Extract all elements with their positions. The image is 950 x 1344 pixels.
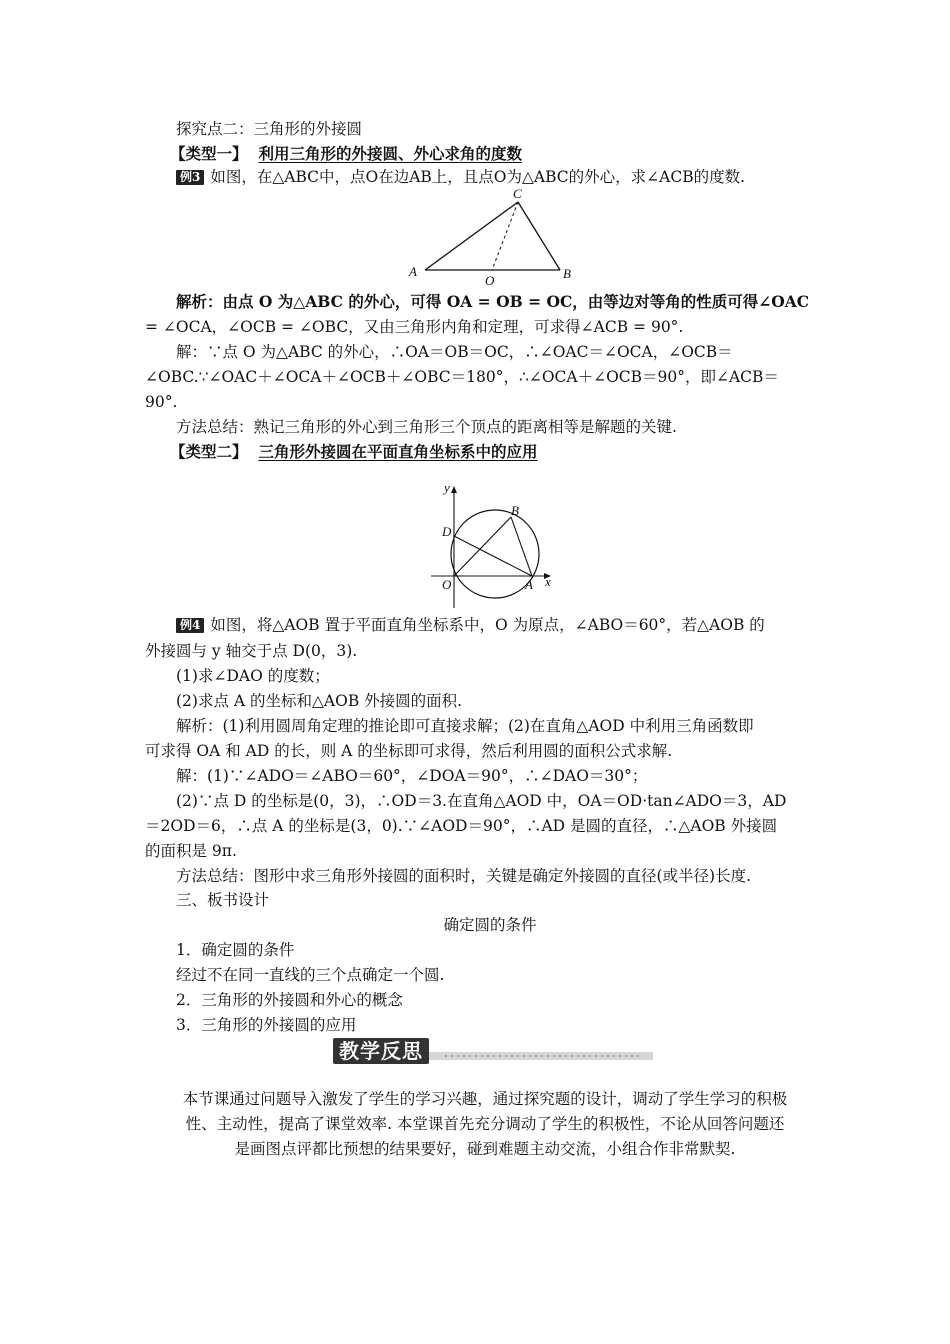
example4-solution-3: ＝2OD＝6，∴点 A 的坐标是(3，0).∵∠AOD＝90°，∴AD 是圆的直径，∴△AOB 外接圆 bbox=[145, 817, 778, 835]
example3-analysis-2: = ∠OCA，∠OCB = ∠OBC，又由三角形内角和定理，可求得∠ACB = 90°. bbox=[145, 318, 684, 336]
example4-tag: 例4 bbox=[176, 618, 204, 633]
reflection-banner-title: 教学反思 bbox=[333, 1038, 429, 1064]
label-a: A bbox=[409, 264, 417, 279]
type2-heading bbox=[170, 441, 838, 463]
example4-method: 方法总结：图形中求三角形外接圆的面积时，关键是确定外接圆的直径(或半径)长度. bbox=[176, 867, 752, 885]
example4-q2: (2)求点 A 的坐标和△AOB 外接圆的面积. bbox=[176, 692, 463, 710]
label-d: D bbox=[442, 524, 452, 539]
reflection-line-2: 性、主动性，提高了课堂效率. 本堂课首先充分调动了学生的积极性，不论从回答问题还 bbox=[185, 1115, 785, 1133]
example3-analysis-text: 解析：由点 O 为△ABC 的外心，可得 OA = OB = OC，由等边对等角的性质可得∠OAC bbox=[176, 292, 810, 311]
board-item-1-detail: 经过不在同一直线的三个点确定一个圆. bbox=[176, 966, 445, 984]
example4-problem-line bbox=[176, 614, 844, 636]
example3-tag: 例3 bbox=[176, 170, 204, 185]
label-x: x bbox=[545, 574, 551, 589]
type2-label: 【类型二】 bbox=[170, 442, 248, 461]
y-axis-arrow bbox=[451, 486, 457, 493]
example4-problem-2: 外接圆与 y 轴交于点 D(0，3). bbox=[145, 642, 358, 660]
side-ac bbox=[425, 202, 518, 270]
board-title: 确定圆的条件 bbox=[443, 916, 537, 934]
example3-solution-3: 90°. bbox=[145, 393, 178, 411]
reflection-line-3: 是画图点评都比预想的结果要好，碰到难题主动交流，小组合作非常默契. bbox=[234, 1140, 736, 1158]
side-bc bbox=[518, 202, 560, 270]
label-y: y bbox=[444, 480, 450, 495]
example4-analysis-1: 解析：(1)利用圆周角定理的推论即可直接求解；(2)在直角△AOD 中利用三角函数即 bbox=[176, 717, 754, 735]
example4-solution-4: 的面积是 9π. bbox=[145, 842, 237, 860]
label-o: O bbox=[442, 577, 452, 592]
label-c: C bbox=[513, 186, 522, 201]
board-item-2: 2．三角形的外接圆和外心的概念 bbox=[176, 991, 403, 1009]
example4-solution-2: (2)∵点 D 的坐标是(0，3)，∴OD＝3.在直角△AOD 中，OA＝OD·tan∠ADO＝3，AD bbox=[176, 792, 787, 810]
example3-analysis-1 bbox=[176, 291, 844, 313]
type1-title: 利用三角形的外接圆、外心求角的度数 bbox=[258, 144, 522, 163]
example3-problem-line bbox=[176, 166, 844, 188]
label-b: B bbox=[563, 266, 571, 281]
label-o: O bbox=[485, 273, 495, 288]
label-b: B bbox=[511, 503, 519, 518]
reflection-banner bbox=[333, 1040, 653, 1062]
label-a: A bbox=[525, 577, 533, 592]
example4-solution-1: 解：(1)∵∠ADO＝∠ABO＝60°，∠DOA＝90°，∴∠DAO＝30°； bbox=[176, 767, 648, 785]
coordinate-circle-figure bbox=[425, 480, 560, 612]
type2-title: 三角形外接圆在平面直角坐标系中的应用 bbox=[258, 442, 538, 461]
triangle-figure bbox=[405, 186, 585, 290]
board-heading: 三、板书设计 bbox=[176, 891, 270, 909]
example4-problem-1: 如图，将△AOB 置于平面直角坐标系中，O 为原点，∠ABO＝60°，若△AOB 的 bbox=[210, 616, 765, 634]
segment-ob bbox=[454, 517, 511, 576]
example3-solution-1: 解：∵点 O 为△ABC 的外心，∴OA＝OB＝OC，∴∠OAC＝∠OCA，∠OCB＝ bbox=[176, 343, 733, 361]
reflection-line-1: 本节课通过问题导入激发了学生的学习兴趣，通过探究题的设计，调动了学生学习的积极 bbox=[182, 1090, 788, 1108]
section-title: 探究点二：三角形的外接圆 bbox=[176, 120, 363, 138]
banner-dots bbox=[443, 1054, 643, 1058]
example4-analysis-2: 可求得 OA 和 AD 的长，则 A 的坐标即可求得，然后利用圆的面积公式求解. bbox=[145, 742, 673, 760]
type1-label: 【类型一】 bbox=[170, 144, 248, 163]
board-item-1: 1．确定圆的条件 bbox=[176, 941, 295, 959]
type1-heading bbox=[170, 143, 838, 165]
example4-q1: (1)求∠DAO 的度数； bbox=[176, 667, 330, 685]
example3-problem: 如图，在△ABC中，点O在边AB上，且点O为△ABC的外心，求∠ACB的度数. bbox=[210, 168, 746, 186]
board-item-3: 3．三角形的外接圆的应用 bbox=[176, 1016, 357, 1034]
example3-method: 方法总结：熟记三角形的外心到三角形三个顶点的距离相等是解题的关键. bbox=[176, 418, 677, 436]
example3-solution-2: ∠OBC.∵∠OAC＋∠OCA＋∠OCB＋∠OBC＝180°，∴∠OCA＋∠OCB＝90°，即∠ACB＝ bbox=[145, 368, 779, 386]
